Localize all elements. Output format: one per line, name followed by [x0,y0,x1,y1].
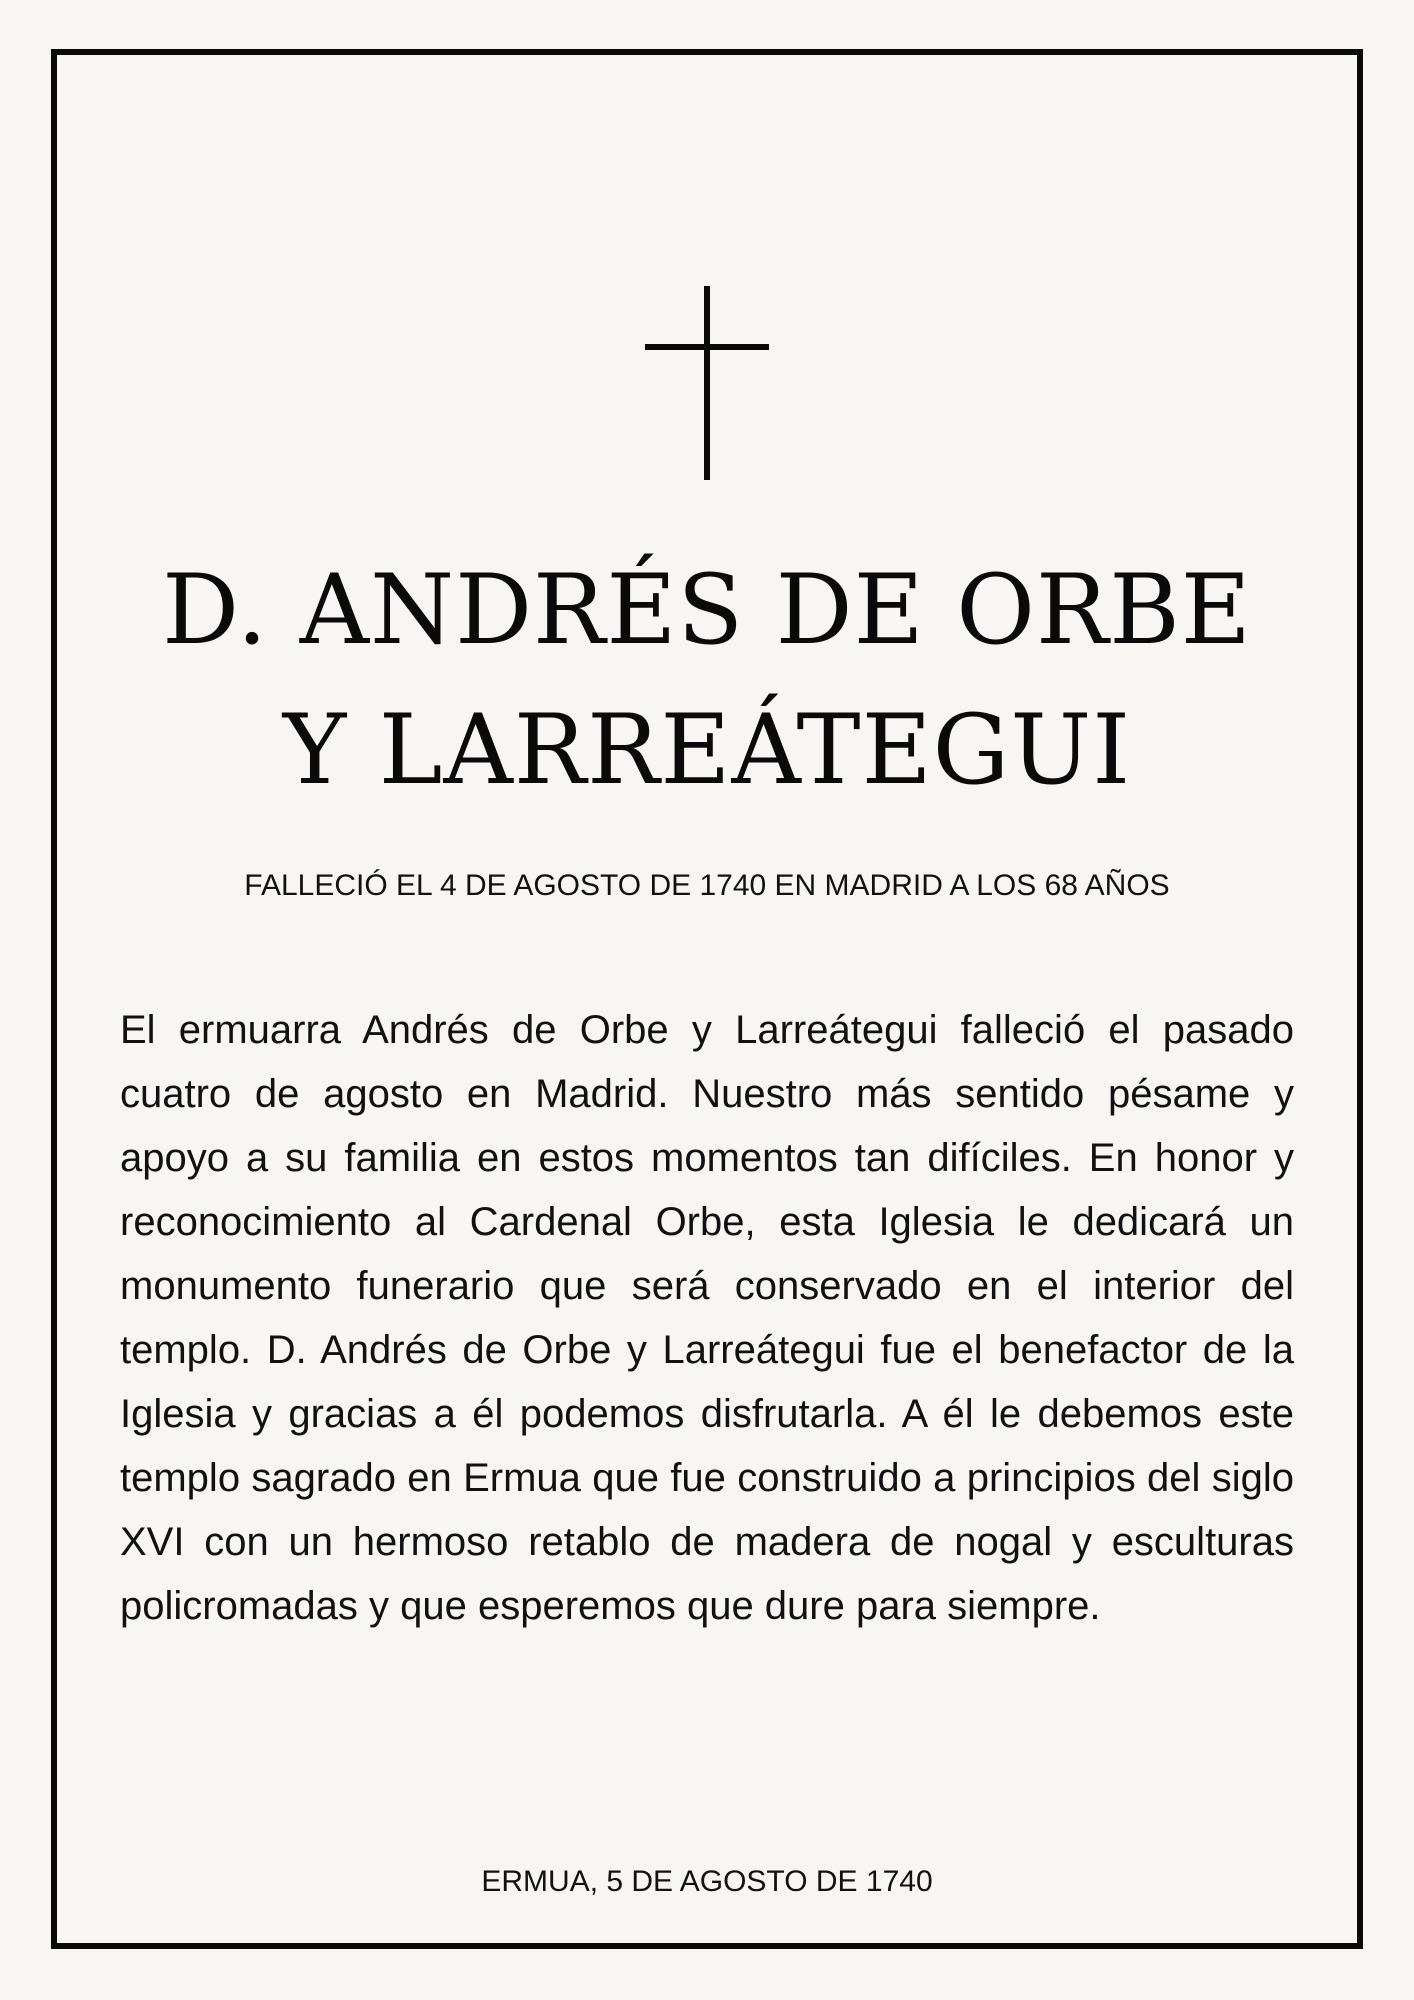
obituary-body-text: El ermuarra Andrés de Orbe y Larreátegui falleció el pasado cuatro de agosto en Madrid. Nuestro más sentido pésame y apoyo a su familia en estos momentos tan difíciles. En honor y reconocimiento al Cardenal Orbe, esta Iglesia le dedicará un monumento funerario que será conservado en el interior del templo. D. Andrés de Orbe y Larreátegui fue el benefactor de la Iglesia y gracias a él podemos disfrutarla. A él le debemos este templo sagrado en Ermua que fue construido a principios del siglo XVI con un hermoso retablo de madera de nogal y esculturas policromadas y que esperemos que dure para siempre. [120,1008,1294,1628]
title-line-1: D. ANDRÉS DE ORBE [162,554,1252,666]
place-date-footer: ERMUA, 5 DE AGOSTO DE 1740 [481,1865,933,1898]
title-line-2: Y LARREÁTEGUI [282,694,1132,806]
latin-cross-icon [645,286,769,480]
cross-horizontal-bar [645,344,769,350]
cross-vertical-bar [704,286,710,480]
deceased-name-title [120,540,1294,820]
death-date-subtitle: FALLECIÓ EL 4 DE AGOSTO DE 1740 EN MADRID A LOS 68 AÑOS [244,869,1170,902]
